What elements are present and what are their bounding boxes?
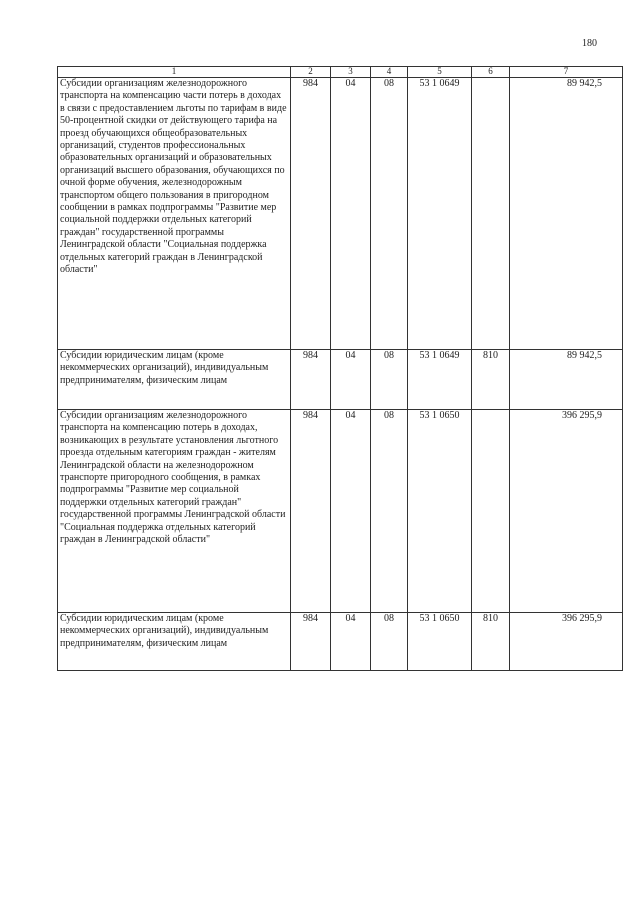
cell-amount: 396 295,9 — [510, 613, 623, 671]
cell-col3: 04 — [331, 350, 371, 410]
row-description: Субсидии юридическим лицам (кроме некоммерческих организаций), индивидуальным предпринимателям, физическим лицам — [58, 613, 291, 671]
column-header: 3 — [331, 67, 371, 78]
cell-amount: 89 942,5 — [510, 78, 623, 350]
cell-col2: 984 — [291, 350, 331, 410]
cell-col3: 04 — [331, 78, 371, 350]
cell-col4: 08 — [371, 78, 408, 350]
table-header-row — [58, 67, 623, 78]
cell-col5: 53 1 0649 — [408, 78, 472, 350]
column-header: 4 — [371, 67, 408, 78]
cell-col2: 984 — [291, 613, 331, 671]
column-header: 6 — [472, 67, 510, 78]
cell-col6 — [472, 78, 510, 350]
cell-col5: 53 1 0649 — [408, 350, 472, 410]
cell-col4: 08 — [371, 350, 408, 410]
cell-col6 — [472, 410, 510, 613]
cell-col3: 04 — [331, 613, 371, 671]
column-header: 7 — [510, 67, 623, 78]
cell-col4: 08 — [371, 410, 408, 613]
cell-col2: 984 — [291, 78, 331, 350]
cell-col5: 53 1 0650 — [408, 410, 472, 613]
row-description: Субсидии юридическим лицам (кроме некоммерческих организаций), индивидуальным предпринимателям, физическим лицам — [58, 350, 291, 410]
cell-col6: 810 — [472, 350, 510, 410]
row-description: Субсидии организациям железнодорожного транспорта на компенсацию части потерь в доходах в связи с предоставлением льготы по тарифам в виде 50-процентной скидки от действующего тарифа на проезд обучающихся общеобразовательных организаций, студентов профессиональных образовательных организаций и образовательных организаций высшего образования, обучающихся по очной форме обучения, железнодорожным транспортом общего пользования в пригородном сообщении в рамках подпрограммы "Развитие мер социальной поддержки отдельных категорий граждан" государственной программы Ленинградской области "Социальная поддержка отдельных категорий граждан в Ленинградской области" — [58, 78, 291, 350]
table-row — [58, 350, 623, 410]
table-row — [58, 410, 623, 613]
page-number: 180 — [582, 38, 597, 49]
cell-col4: 08 — [371, 613, 408, 671]
column-header: 1 — [58, 67, 291, 78]
column-header: 2 — [291, 67, 331, 78]
table-row — [58, 78, 623, 350]
cell-amount: 89 942,5 — [510, 350, 623, 410]
cell-amount: 396 295,9 — [510, 410, 623, 613]
column-header: 5 — [408, 67, 472, 78]
cell-col5: 53 1 0650 — [408, 613, 472, 671]
cell-col3: 04 — [331, 410, 371, 613]
cell-col2: 984 — [291, 410, 331, 613]
cell-col6: 810 — [472, 613, 510, 671]
row-description: Субсидии организациям железнодорожного транспорта на компенсацию потерь в доходах, возникающих в результате установления льготного проезда отдельным категориям граждан - жителям Ленинградской области на железнодорожном транспорте пригородного сообщения, в рамках подпрограммы "Развитие мер социальной поддержки отдельных категорий граждан" государственной программы Ленинградской области "Социальная поддержка отдельных категорий граждан в Ленинградской области" — [58, 410, 291, 613]
table-row — [58, 613, 623, 671]
budget-table — [57, 66, 623, 671]
